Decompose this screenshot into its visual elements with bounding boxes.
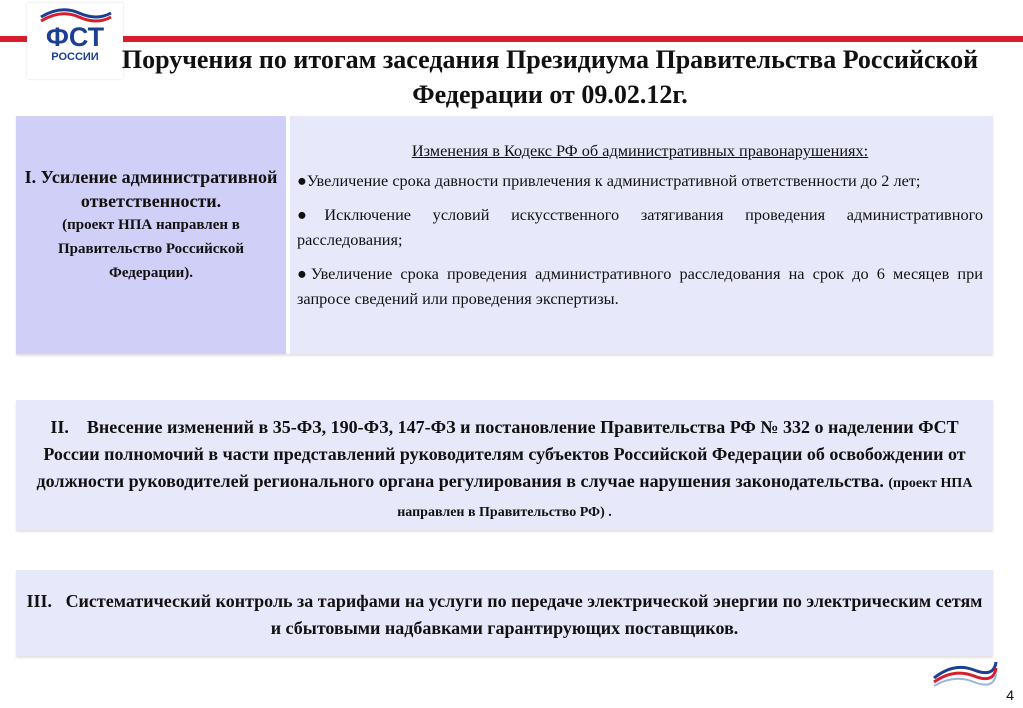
- section-2-text: [24, 414, 985, 526]
- flag-swoosh-icon: [930, 652, 1000, 692]
- section-1-content: [297, 138, 983, 320]
- logo-name: ФСТ: [45, 22, 105, 52]
- section-2-note: (проект НПА направлен в Правительство РФ) .: [397, 476, 973, 520]
- section-3-box: [16, 570, 993, 656]
- section-1-heading: I. Усиление административной ответственности.: [24, 167, 278, 211]
- section-1-bullet: ●Увеличение срока проведения административного расследования на срок до 6 месяцев при запросе сведений или проведения экспертизы.: [297, 264, 983, 308]
- fst-logo: [27, 3, 123, 79]
- section-1-right-heading: Изменения в Кодекс РФ об административных правонарушениях:: [411, 141, 869, 160]
- section-1-bullet: ●Увеличение срока давности привлечения к административной ответственности до 2 лет;: [297, 171, 921, 190]
- section-3-text: [24, 588, 985, 642]
- section-2-body: Внесение изменений в 35-ФЗ, 190-ФЗ, 147-ФЗ и постановление Правительства РФ № 332 о наделении ФСТ России полномочий в части представлений руководителям субъектов Российской Федерации об освобождении от должности руководителей регионального органа регулирования в случае нарушения законодательства.: [36, 417, 966, 491]
- section-3-numeral: III.: [26, 591, 53, 611]
- page-title: Поручения по итогам заседания Президиума Правительства Российской Федерации от 09.02.12г.: [121, 45, 979, 109]
- page-number: 4: [1006, 687, 1014, 703]
- section-1-box: [16, 116, 993, 354]
- section-1-header-cell: [16, 116, 286, 354]
- section-2-box: [16, 400, 993, 530]
- section-3-body: Систематический контроль за тарифами на услуги по передаче электрической энергии по электрическим сетям и сбытовыми надбавками гарантирующих поставщиков.: [65, 591, 983, 638]
- logo-sub: РОССИИ: [51, 51, 99, 63]
- section-1-divider: [286, 116, 290, 354]
- section-2-numeral: II.: [50, 417, 69, 437]
- section-1-note: (проект НПА направлен в Правительство Российской Федерации).: [57, 217, 245, 281]
- section-1-bullet: ●Исключение условий искусственного затягивания проведения административного расследования;: [297, 205, 983, 249]
- section-1-left-text: [22, 165, 280, 285]
